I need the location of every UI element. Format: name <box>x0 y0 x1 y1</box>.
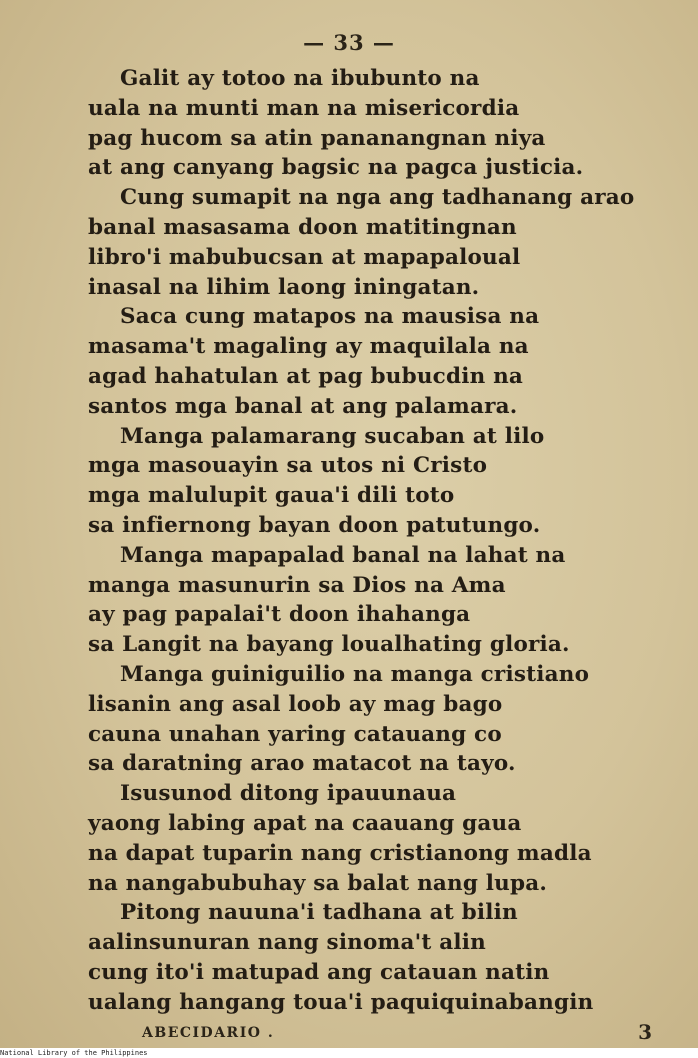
poem-line: Manga palamarang sucaban at lilo <box>120 423 545 449</box>
poem-line: manga masunurin sa Dios na Ama <box>88 572 506 598</box>
poem-line: Saca cung matapos na mausisa na <box>120 304 540 330</box>
poem-line: cauna unahan yaring catauang co <box>88 721 502 747</box>
poem-line: Galit ay totoo na ibubunto na <box>120 66 480 91</box>
poem-line: sa daratning arao matacot na tayo. <box>88 751 516 777</box>
poem-line: cung ito'i matupad ang catauan natin <box>88 959 550 985</box>
poem-line: at ang canyang bagsic na pagca justicia. <box>88 155 584 181</box>
poem-line: santos mga banal at ang palamara. <box>88 393 518 419</box>
poem-line: uala na munti man na misericordia <box>88 95 520 121</box>
poem-line: libro'i mabubucsan at mapapaloual <box>88 244 521 270</box>
poem-body <box>88 64 694 1018</box>
poem-line: yaong labing apat na caauang gaua <box>88 810 522 836</box>
library-credit: National Library of the Philippines <box>0 1049 148 1057</box>
footer-signature: ABECIDARIO . <box>142 1025 275 1041</box>
poem-line: sa infiernong bayan doon patutungo. <box>88 512 541 538</box>
poem-line: banal masasama doon matitingnan <box>88 214 517 240</box>
poem-line: inasal na lihim laong iningatan. <box>88 274 480 300</box>
poem-line: ay pag papalai't doon ihahanga <box>88 602 471 628</box>
poem-line: Isusunod ditong ipauunaua <box>120 781 457 807</box>
poem-line: na nangabubuhay sa balat nang lupa. <box>88 870 548 896</box>
poem-line: mga malulupit gaua'i dili toto <box>88 483 455 509</box>
poem-line: agad hahatulan at pag bubucdin na <box>88 363 524 389</box>
page-number: — 33 — <box>303 30 395 55</box>
poem-line: sa Langit na bayang loualhating gloria. <box>88 632 570 658</box>
poem-line: masama't magaling ay maquilala na <box>88 334 529 360</box>
poem-line: mga masouayin sa utos ni Cristo <box>88 453 488 479</box>
poem-line: Pitong nauuna'i tadhana at bilin <box>120 900 518 926</box>
footer-signature-mark: 3 <box>638 1020 652 1044</box>
poem-line: na dapat tuparin nang cristianong madla <box>88 840 592 866</box>
poem-line: pag hucom sa atin pananangnan niya <box>88 125 546 151</box>
poem-line: Manga guiniguilio na manga cristiano <box>120 661 590 687</box>
poem-line: Cung sumapit na nga ang tadhanang arao <box>120 185 635 211</box>
poem-line: ualang hangang toua'i paquiquinabangin <box>88 989 594 1015</box>
poem-line: lisanin ang asal loob ay mag bago <box>88 691 503 717</box>
poem-line: Manga mapapalad banal na lahat na <box>120 542 566 568</box>
poem-line: aalinsunuran nang sinoma't alin <box>88 930 486 956</box>
